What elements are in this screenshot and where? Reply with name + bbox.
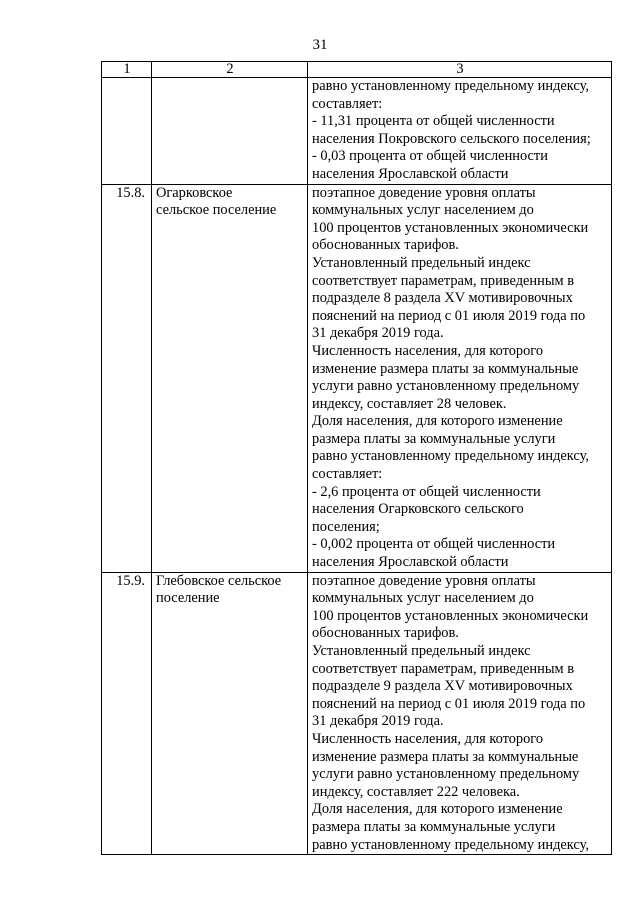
- description-line: изменение размера платы за коммунальные: [312, 360, 579, 377]
- table-row: [102, 572, 612, 855]
- description-line: составляет:: [312, 95, 383, 112]
- settlement-name-line: поселение: [156, 590, 220, 607]
- description-line: Доля населения, для которого изменение: [312, 413, 563, 430]
- description-line: индексу, составляет 222 человека.: [312, 783, 520, 800]
- header-col-1: 1: [102, 62, 152, 78]
- settlement-name-line: сельское поселение: [156, 202, 277, 219]
- description-line: - 0,03 процента от общей численности: [312, 148, 548, 165]
- description-line: - 0,002 процента от общей численности: [312, 536, 556, 553]
- description-line: подразделе 8 раздела XV мотивировочных: [312, 290, 573, 307]
- description-line: подразделе 9 раздела XV мотивировочных: [312, 678, 573, 695]
- description-line: коммунальных услуг населением до: [312, 202, 534, 219]
- description-line: соответствует параметрам, приведенным в: [312, 272, 574, 289]
- settlement-name-line: Огарковское: [156, 184, 233, 201]
- settlement-name: [152, 572, 308, 855]
- description-line: составляет:: [312, 466, 383, 483]
- settlement-name-line: Глебовское сельское: [156, 572, 282, 589]
- description-line: 31 декабря 2019 года.: [312, 713, 444, 730]
- description-line: Численность населения, для которого: [312, 342, 544, 359]
- settlement-name: [152, 78, 308, 185]
- description-line: поселения;: [312, 518, 380, 535]
- description-line: поэтапное доведение уровня оплаты: [312, 572, 536, 589]
- description-line: изменение размера платы за коммунальные: [312, 748, 579, 765]
- description-line: соответствует параметрам, приведенным в: [312, 660, 574, 677]
- measure-description: [308, 78, 612, 185]
- description-line: равно установленному предельному индексу,: [312, 836, 589, 853]
- description-line: пояснений на период с 01 июля 2019 года по: [312, 307, 586, 324]
- description-line: обоснованных тарифов.: [312, 625, 459, 642]
- description-line: пояснений на период с 01 июля 2019 года по: [312, 695, 586, 712]
- description-line: равно установленному предельному индексу,: [312, 78, 589, 94]
- description-line: обоснованных тарифов.: [312, 237, 459, 254]
- description-line: 31 декабря 2019 года.: [312, 325, 444, 342]
- description-line: размера платы за коммунальные услуги: [312, 818, 556, 835]
- table-row: [102, 184, 612, 572]
- description-line: равно установленному предельному индексу,: [312, 448, 589, 465]
- description-line: Доля населения, для которого изменение: [312, 801, 563, 818]
- tariff-table: [101, 61, 612, 855]
- description-line: Численность населения, для которого: [312, 730, 544, 747]
- description-line: 100 процентов установленных экономически: [312, 219, 589, 236]
- settlement-name: [152, 184, 308, 572]
- description-line: Установленный предельный индекс: [312, 643, 531, 659]
- description-line: услуги равно установленному предельному: [312, 378, 580, 395]
- description-line: индексу, составляет 28 человек.: [312, 395, 507, 412]
- description-line: коммунальных услуг населением до: [312, 590, 534, 607]
- table-header-row: [102, 62, 612, 78]
- description-line: - 2,6 процента от общей численности: [312, 483, 541, 500]
- table-row: [102, 78, 612, 185]
- row-number: 15.8.: [102, 184, 152, 572]
- measure-description: [308, 184, 612, 572]
- page-number: 31: [312, 37, 328, 53]
- measure-description: [308, 572, 612, 855]
- description-line: размера платы за коммунальные услуги: [312, 430, 556, 447]
- row-number: [102, 78, 152, 185]
- header-col-2: 2: [152, 62, 308, 78]
- description-line: населения Покровского сельского поселения;: [312, 130, 591, 147]
- description-line: Установленный предельный индекс: [312, 254, 531, 271]
- row-number: 15.9.: [102, 572, 152, 855]
- description-line: населения Ярославской области: [312, 165, 509, 182]
- description-line: 100 процентов установленных экономически: [312, 607, 589, 624]
- description-line: услуги равно установленному предельному: [312, 766, 580, 783]
- description-line: - 11,31 процента от общей численности: [312, 113, 555, 130]
- description-line: поэтапное доведение уровня оплаты: [312, 184, 536, 201]
- description-line: населения Огарковского сельского: [312, 501, 524, 518]
- description-line: населения Ярославской области: [312, 554, 509, 571]
- header-col-3: 3: [308, 62, 612, 78]
